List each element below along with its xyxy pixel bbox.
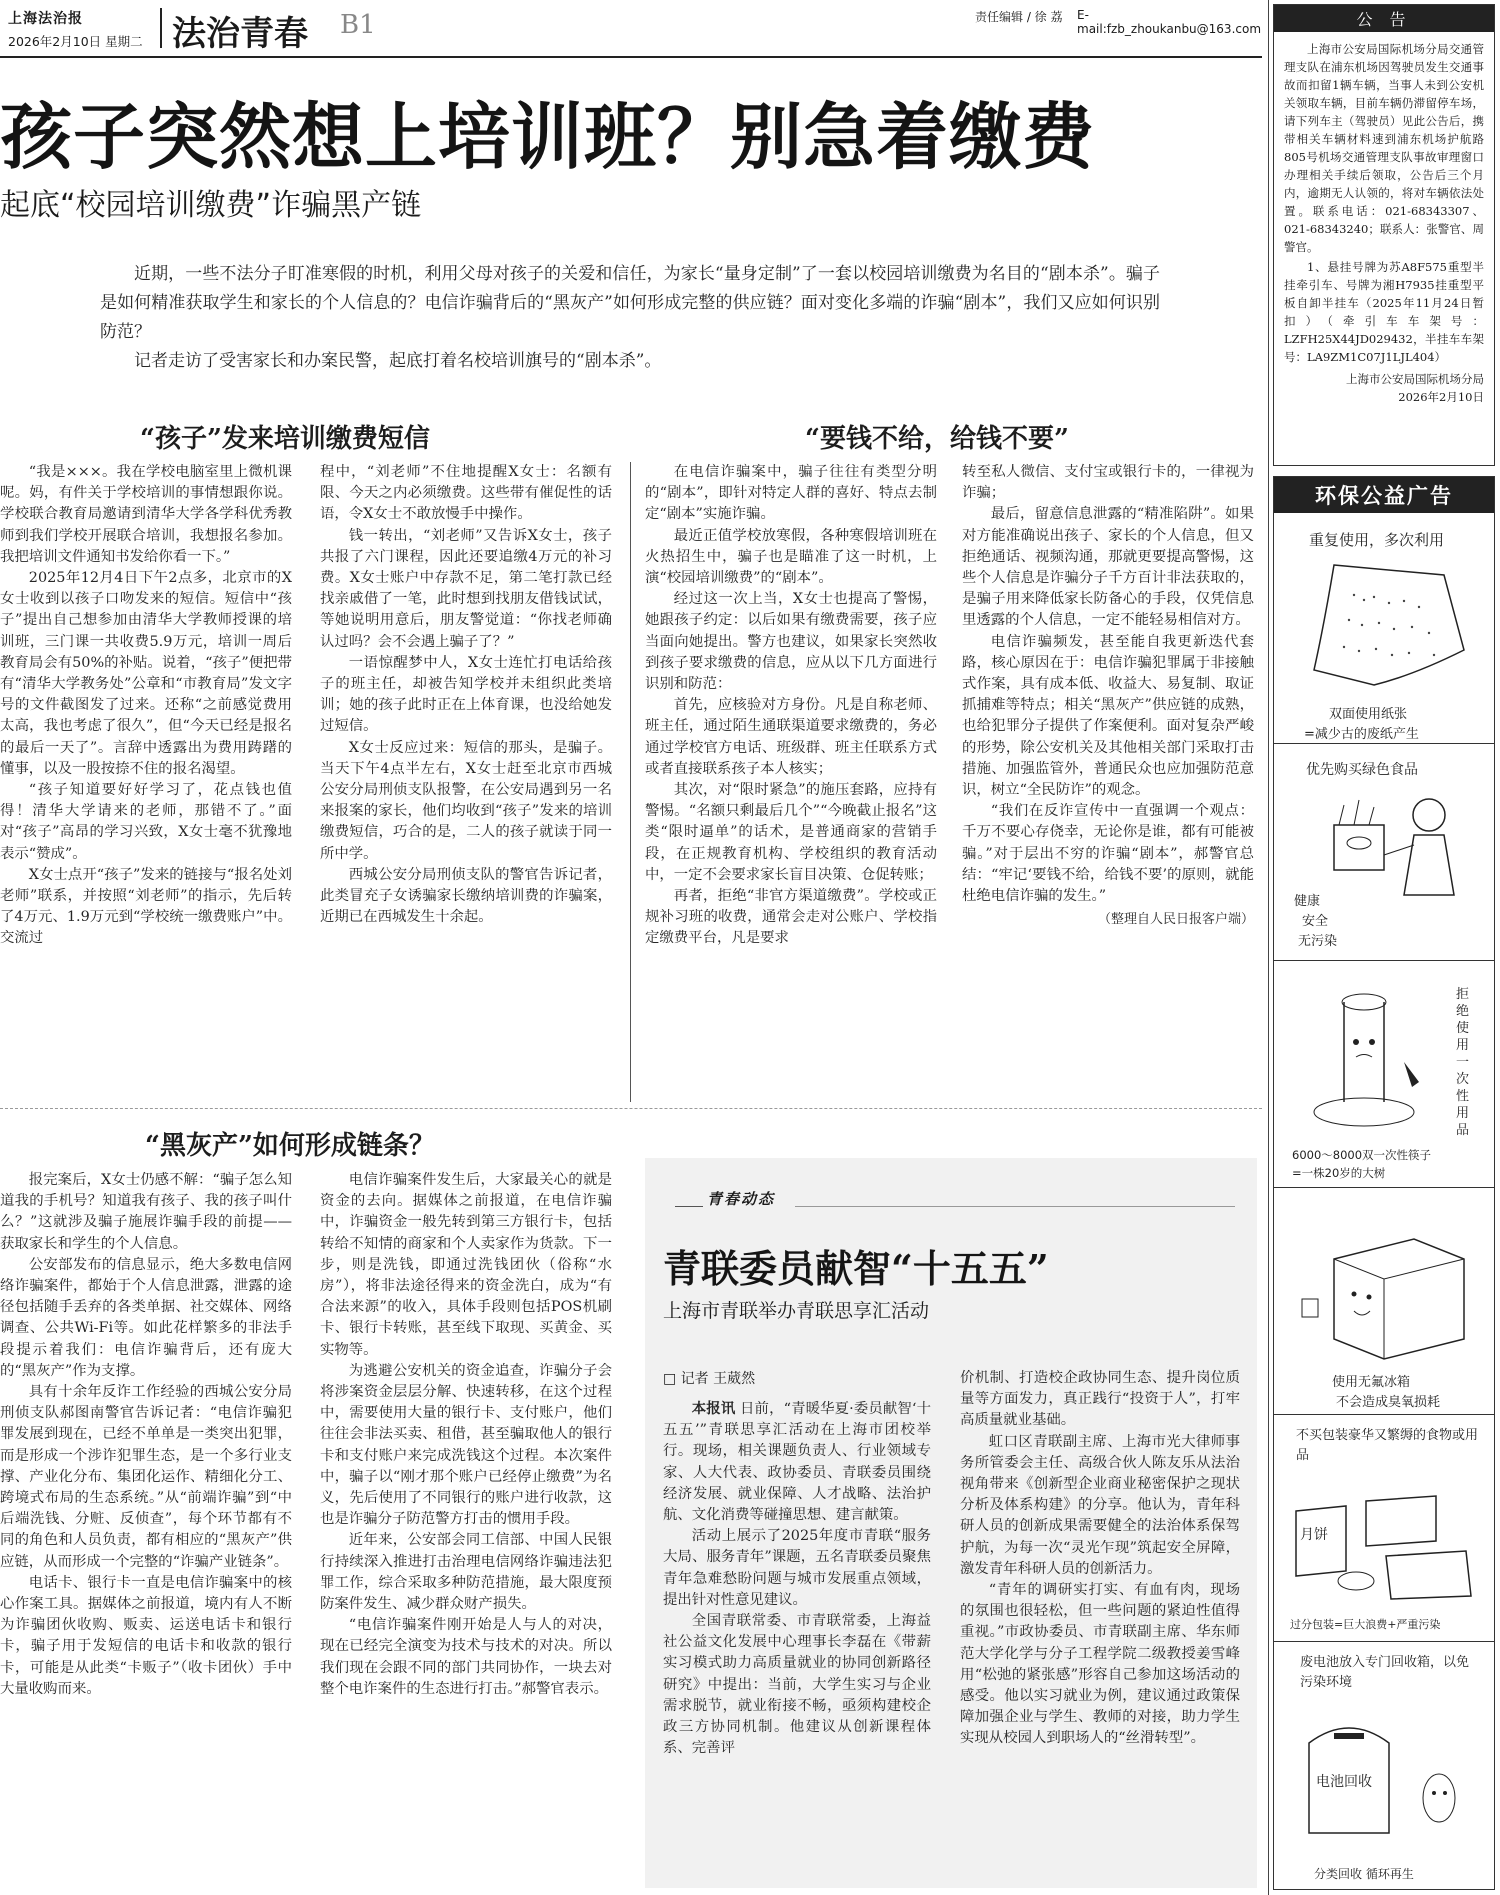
article-paragraph: 价机制、打造校企政协同生态、提升岗位质量等方面发力，真正践行“投资于人”，打牢高质量就业基础。 — [960, 1370, 1240, 1429]
eco-ad — [1273, 476, 1495, 1890]
article-paragraph: 首先，应核验对方身份。凡是自称老师、班主任，通过陌生通联渠道要求缴费的，务必通过学校官方电话、班级群、班主任联系方式或者直接联系孩子本人核实； — [645, 697, 937, 777]
article-paragraph: “电信诈骗案件刚开始是人与人的对决，现在已经完全演变为技术与技术的对决。所以我们现在会跟不同的部门共同协作，一块去对整个电诈案件的生态进行打击。”郝警官表示。 — [320, 1617, 612, 1697]
notice-signer: 上海市公安局国际机场分局 — [1346, 372, 1484, 386]
article-paragraph: X女士反应过来：短信的那头，是骗子。当天下午4点半左右，X女士赶至北京市西城公安分局刑侦支队报警，在公安局遇到另一名来报案的家长，他们均收到“孩子”发来的培训缴费短信，巧合的是，二人的孩子就读于同一所中学。 — [320, 739, 612, 862]
news-subtitle: 上海市青联举办青联思享汇活动 — [663, 1300, 930, 1322]
article-paragraph: 再者，拒绝“非官方渠道缴费”。学校或正规补习班的收费，通常会走对公账户、学校指定缴费平台，凡是要求 — [645, 888, 937, 947]
fridge-icon — [1294, 1229, 1474, 1364]
paper-name: 上海法治报 — [8, 11, 83, 27]
news-col2 — [960, 1368, 1240, 1750]
ad-text: 优先购买绿色食品 — [1306, 762, 1418, 778]
masthead-divider — [160, 8, 162, 48]
news-title: 青联委员献智“十五五” — [663, 1246, 1049, 1291]
intro-paragraph: 近期，一些不法分子盯准寒假的时机，利用父母对孩子的关爱和信任，为家长“量身定制”了一套以校园培训缴费为名目的“剧本杀”。骗子是如何精准获取学生和家长的个人信息的？电信诈骗背后的“黑灰产”如何形成完整的供应链？面对变化多端的诈骗“剧本”，我们又应如何识别防范？ — [100, 264, 1160, 342]
article-paragraph: 电话卡、银行卡一直是电信诈骗案中的核心作案工具。据媒体之前报道，境内有人不断为诈骗团伙收购、贩卖、运送电话卡和银行卡，骗子用于发短信的电话卡和收款的银行卡，可能是从此类“卡贩子”（收卡团伙）手中大量收购而来。 — [0, 1574, 292, 1697]
ad-text: 不买包装豪华又繁缛的食物或用品 — [1296, 1428, 1479, 1463]
masthead — [0, 0, 1262, 60]
article-paragraph: “青年的调研实打实、有血有肉，现场的氛围也很轻松，但一些问题的紧迫性值得重视。”市政协委员、市青联副主席、华东师范大学化学与分子工程学院二级教授姜雪峰用“松弛的紧张感”形容自己参加这场活动的感受。他以实习就业为例，建议通过政策保障加强企业与学生、教师的对接，助力学生实现从校园人到职场人的“丝滑转型”。 — [960, 1582, 1240, 1747]
section3-col2 — [320, 1170, 612, 1700]
issue-date: 2026年2月10日 星期二 — [8, 34, 143, 49]
article-paragraph: 公安部发布的信息显示，绝大多数电信网络诈骗案件，都始于个人信息泄露，泄露的途径包括随手丢弃的各类单据、社交媒体、网络调查、公共Wi-Fi等。如此花样繁多的非法手段提示着我们：电信诈骗背后，还有庞大的“黑灰产”作为支撑。 — [0, 1256, 292, 1379]
notice-body: 上海市公安局国际机场分局交通管理支队在浦东机场因驾驶员发生交通事故而扣留1辆车辆，当事人未到公安机关领取车辆，目前车辆仍滞留停车场，请下列车主（驾驶员）见此公告后，携带相关车辆材料速到浦东机场护航路805号机场交通管理支队事故审理窗口办理相关手续后领取，公告后三个月内，逾期无人认领的，将对车辆依法处置。联系电话：021-68343307、021-68343240；联系人：张警官、周警官。 — [1284, 42, 1484, 254]
ad-text: =一株20岁的大树 — [1292, 1166, 1386, 1180]
ad-text: 无污染 — [1298, 934, 1338, 949]
ad-text: 双面使用纸张 — [1329, 707, 1408, 722]
article-credit: （整理自人民日报客户端） — [1097, 912, 1254, 928]
paper-sheet-icon — [1294, 555, 1474, 695]
ad-text: 过分包装=巨大浪费+严重污染 — [1290, 1618, 1441, 1631]
article-paragraph: 钱一转出，“刘老师”又告诉X女士，孩子共报了六门课程，因此还要追缴4万元的补习费。X女士账户中存款不足，第二笔打款已经找亲戚借了一笔，此时想到找朋友借钱试试，等她说明用意后，朋友警觉道：“你找老师确认过吗？会不会遇上骗子了？” — [320, 527, 612, 650]
notice-item: 1、悬挂号牌为苏A8F575重型半挂牵引车、号牌为湘H7935挂重型平板自卸半挂车（2025年11月24日暂扣）（牵引车车架号：LZFH25X44JD029432，半挂车车架号：LA9ZM1C07J1LJL404） — [1284, 260, 1484, 364]
article-paragraph: 电信诈骗频发，甚至能自我更新迭代套路，核心原因在于：电信诈骗犯罪属于非接触式作案，具有成本低、收益大、易复制、取证抓捕难等特点；相关“黑灰产”供应链的成熟，也给犯罪分子提供了作案便利。面对复杂严峻的形势，除公安机关及其他相关部门采取打击措施、加强监管外，普通民众也应加强防范意识，树立“全民防诈”的观念。 — [962, 633, 1254, 799]
ad-text: 月饼 — [1300, 1527, 1328, 1543]
article-paragraph: 本报讯 日前，“青暖华夏·委员献智‘十五五’”青联思享汇活动在上海市团校举行。现场，相关课题负责人、行业领域专家、人大代表、政协委员、青联委员围绕经济发展、就业保障、人才战略、法治护航、文化消费等碰撞思想、建言献策。 — [663, 1400, 931, 1524]
article-paragraph: 具有十余年反诈工作经验的西城公安分局刑侦支队郝图南警官告诉记者：“电信诈骗犯罪发展到现在，已经不单单是一类突出犯罪，而是形成一个涉诈犯罪生态，是一个多行业支撑、产业化分布、集团化运作、精细化分工、跨境式布局的生态系统。”从“前端诈骗”到“中后端洗钱、分赃、反侦查”，每个环节都有不同的角色和人员负责，都有相应的“黑灰产”供应链，从而形成一个完整的“诈骗产业链条”。 — [0, 1384, 292, 1570]
ad-text: 重复使用，多次利用 — [1309, 531, 1445, 549]
notice-title: 公 告 — [1274, 5, 1494, 32]
article-paragraph: 经过这一次上当，X女士也提高了警惕，她跟孩子约定：以后如果有缴费需要，孩子应当面向她提出。警方也建议，如果家长突然收到孩子要求缴费的信息，应从以下几方面进行识别和防范： — [645, 591, 937, 693]
ad-panel-disposable — [1274, 962, 1494, 1188]
sidebar-border — [1268, 0, 1269, 1895]
article-paragraph: 转至私人微信、支付宝或银行卡的，一律视为诈骗； — [962, 464, 1254, 502]
ad-text: 电池回收 — [1316, 1774, 1372, 1790]
page-number: B1 — [340, 10, 376, 40]
masthead-rule — [0, 56, 1262, 58]
ad-panel-battery — [1274, 1643, 1494, 1889]
girl-with-groceries-icon — [1304, 785, 1474, 905]
section-divider — [0, 1108, 1262, 1109]
column-divider — [630, 462, 631, 1102]
article-paragraph: 程中，“刘老师”不住地提醒X女士：名额有限、今天之内必须缴费。这些带有催促性的话语，令X女士不敢放慢手中操作。 — [320, 464, 612, 523]
main-subheadline: 起底“校园培训缴费”诈骗黑产链 — [0, 188, 422, 223]
news-tag-rule — [675, 1206, 703, 1207]
ad-panel-packaging — [1274, 1416, 1494, 1642]
notice-box — [1273, 4, 1495, 466]
ad-text: =减少古的废纸产生 — [1304, 727, 1419, 742]
ad-text: 拒绝使用一次性用品 — [1456, 987, 1470, 1138]
intro-paragraph: 记者走访了受害家长和办案民警，起底打着名校培训旗号的“剧本杀”。 — [134, 351, 662, 371]
section-name: 法治青春 — [172, 14, 308, 54]
ad-panel-paper — [1274, 515, 1494, 744]
article-paragraph: 一语惊醒梦中人，X女士连忙打电话给孩子的班主任，却被告知学校并未组织此类培训；她的孩子此时正在上体育课，也没给她发过短信。 — [320, 654, 612, 735]
article-paragraph: 报完案后，X女士仍感不解：“骗子怎么知道我的手机号？知道我有孩子、我的孩子叫什么？”这就涉及骗子施展诈骗手段的前提——获取家长和学生的个人信息。 — [0, 1172, 292, 1252]
section2-title: “要钱不给，给钱不要” — [805, 424, 1069, 454]
ad-text: 不会造成臭氧损耗 — [1336, 1395, 1441, 1410]
ad-text: 废电池放入专门回收箱，以免污染环境 — [1300, 1655, 1470, 1690]
section3-title: “黑灰产”如何形成链条？ — [145, 1131, 435, 1161]
article-paragraph: 虹口区青联副主席、上海市光大律师事务所管委会主任、高级合伙人陈友乐从法治视角带来《创新型企业商业秘密保护之现状分析及体系构建》的分享。他认为，青年科研人员的创新成果需要健全的法治体系保驾护航，为每一次“灵光乍现”筑起安全屏障，激发青年科研人员的创新活力。 — [960, 1433, 1240, 1577]
editor-credit: 责任编辑 / 徐 荔 — [975, 10, 1063, 24]
ad-text: 安全 — [1302, 914, 1329, 929]
article-paragraph: “孩子知道要好好学习了，花点钱也值得！清华大学请来的老师，那错不了。”面对“孩子”高昂的学习兴致，X女士毫不犹豫地表示“赞成”。 — [0, 782, 292, 862]
eco-ad-title: 环保公益广告 — [1274, 477, 1494, 513]
section2-col2 — [962, 462, 1254, 930]
ad-text: 6000～8000双一次性筷子 — [1292, 1148, 1432, 1162]
news-tag-rule — [795, 1206, 1235, 1207]
article-paragraph: “我们在反诈宣传中一直强调一个观点：千万不要心存侥幸，无论你是谁，都有可能被骗。”对于层出不穷的诈骗“剧本”，郝警官总结：“牢记‘要钱不给，给钱不要’的原则，就能杜绝电信诈骗的发生。” — [962, 803, 1254, 905]
article-paragraph: 西城公安分局刑侦支队的警官告诉记者，此类冒充子女诱骗家长缴纳培训费的诈骗案，近期已在西城发生十余起。 — [320, 866, 612, 926]
article-paragraph: 最近正值学校放寒假，各种寒假培训班在火热招生中，骗子也是瞄准了这一时机，上演“校园培训缴费”的“剧本”。 — [645, 527, 937, 587]
article-paragraph: “我是×××。我在学校电脑室里上微机课呢。妈，有件关于学校培训的事情想跟你说。学校联合教育局邀请到清华大学各学科优秀教师到我们学校开展联合培训，我想报名参加。我把培训文件通知书发给你看一下。” — [0, 464, 292, 565]
lead-label: 本报讯 — [691, 1400, 736, 1417]
article-paragraph: 在电信诈骗案中，骗子往往有类型分明的“剧本”，即针对特定人群的喜好、特点去制定“剧本”实施诈骗。 — [645, 464, 937, 523]
section1-col2 — [320, 462, 612, 928]
article-paragraph: 全国青联常委、市青联常委，上海益社公益文化发展中心理事长李磊在《带薪实习模式助力高质量就业的协同创新路径研究》中提出：当前，大学生实习与企业需求脱节，就业衔接不畅，亟须构建校企政三方协同机制。他建议从创新课程体系、完善评 — [663, 1613, 931, 1757]
article-paragraph: 活动上展示了2025年度市青联“服务大局、服务青年”课题，五名青联委员聚焦青年急难愁盼问题与城市发展重点领域，提出针对性意见建议。 — [663, 1528, 931, 1608]
ad-text: 分类回收 循环再生 — [1314, 1867, 1414, 1881]
tree-stump-icon — [1304, 982, 1434, 1142]
news-byline: □ 记者 王葳然 — [663, 1371, 756, 1387]
news-tag: 青春动态 — [707, 1190, 776, 1208]
notice-date: 2026年2月10日 — [1398, 390, 1484, 404]
article-paragraph: X女士点开“孩子”发来的链接与“报名处刘老师”联系，并按照“刘老师”的指示，先后转了4万元、1.9万元到“学校统一缴费账户”中。交流过 — [0, 866, 292, 947]
intro-block — [100, 260, 1160, 376]
editor-email: E-mail:fzb_zhoukanbu@163.com — [1077, 8, 1262, 36]
article-paragraph: 最后，留意信息泄露的“精准陷阱”。如果对方能准确说出孩子、家长的个人信息，但又拒绝通话、视频沟通，那就更要提高警惕，这些个人信息是诈骗分子千方百计非法获取的，是骗子用来降低家长防备心的手段，仅凭信息里透露的个人信息，一定不能轻易相信对方。 — [962, 506, 1254, 629]
ad-panel-fridge — [1274, 1189, 1494, 1415]
ad-text: 使用无氟冰箱 — [1332, 1375, 1411, 1390]
article-paragraph: 电信诈骗案件发生后，大家最关心的就是资金的去向。据媒体之前报道，在电信诈骗中，诈骗资金一般先转到第三方银行卡，包括转给不知情的商家和个人卖家作为货款。下一步，则是洗钱，即通过洗钱团伙（俗称“水房”），将非法途径得来的资金洗白，成为“有合法来源”的收入，具体手段则包括POS机刷卡、银行卡转账，甚至线下取现、买黄金、买实物等。 — [320, 1172, 612, 1358]
news-col1 — [663, 1398, 931, 1759]
article-paragraph: 2025年12月4日下午2点多，北京市的X女士收到以孩子口吻发来的短信。短信中“孩子”提出自己想参加由清华大学教师授课的培训班，三门课一共收费5.9万元，培训一周后教育局会有50%的补贴。说着，“孩子”便把带有“清华大学教务处”公章和“市教育局”发文字号的文件截图发了过来。还称“之前感觉费用太高，我也考虑了很久”，但“今天已经是报名的最后一天了”。言辞中透露出为费用踌躇的懂事，以及一股按捺不住的报名渴望。 — [0, 570, 292, 777]
section3-col1 — [0, 1170, 292, 1700]
main-headline: 孩子突然想上培训班？别急着缴费 — [0, 94, 1096, 179]
section1-col1 — [0, 462, 292, 950]
article-paragraph: 为逃避公安机关的资金追查，诈骗分子会将涉案资金层层分解、快速转移，在这个过程中，需要使用大量的银行卡、支付账户，他们往往会非法买卖、租借，甚至骗取他人的银行卡和支付账户来完成洗钱这个过程。本次案件中，骗子以“刚才那个账户已经停止缴费”为名义，先后使用了不同银行的账户进行收款，这也是诈骗分子防范警方打击的惯用手段。 — [320, 1362, 612, 1528]
ad-text: 健康 — [1294, 894, 1321, 909]
news-box — [645, 1158, 1257, 1888]
article-paragraph: 近年来，公安部会同工信部、中国人民银行持续深入推进打击治理电信网络诈骗违法犯罪工作，综合采取多种防范措施，最大限度预防案件发生、减少群众财产损失。 — [320, 1532, 612, 1613]
article-paragraph: 其次，对“限时紧急”的施压套路，应持有警惕。“名额只剩最后几个”“今晚截止报名”这类“限时逼单”的话术，是普通商家的营销手段，在正规教育机构、学校组织的教育活动中，一定不会要求家长盲目决策、仓促转账； — [645, 782, 937, 883]
ad-panel-food — [1274, 745, 1494, 961]
section2-col1 — [645, 462, 937, 950]
section1-title: “孩子”发来培训缴费短信 — [140, 424, 430, 454]
